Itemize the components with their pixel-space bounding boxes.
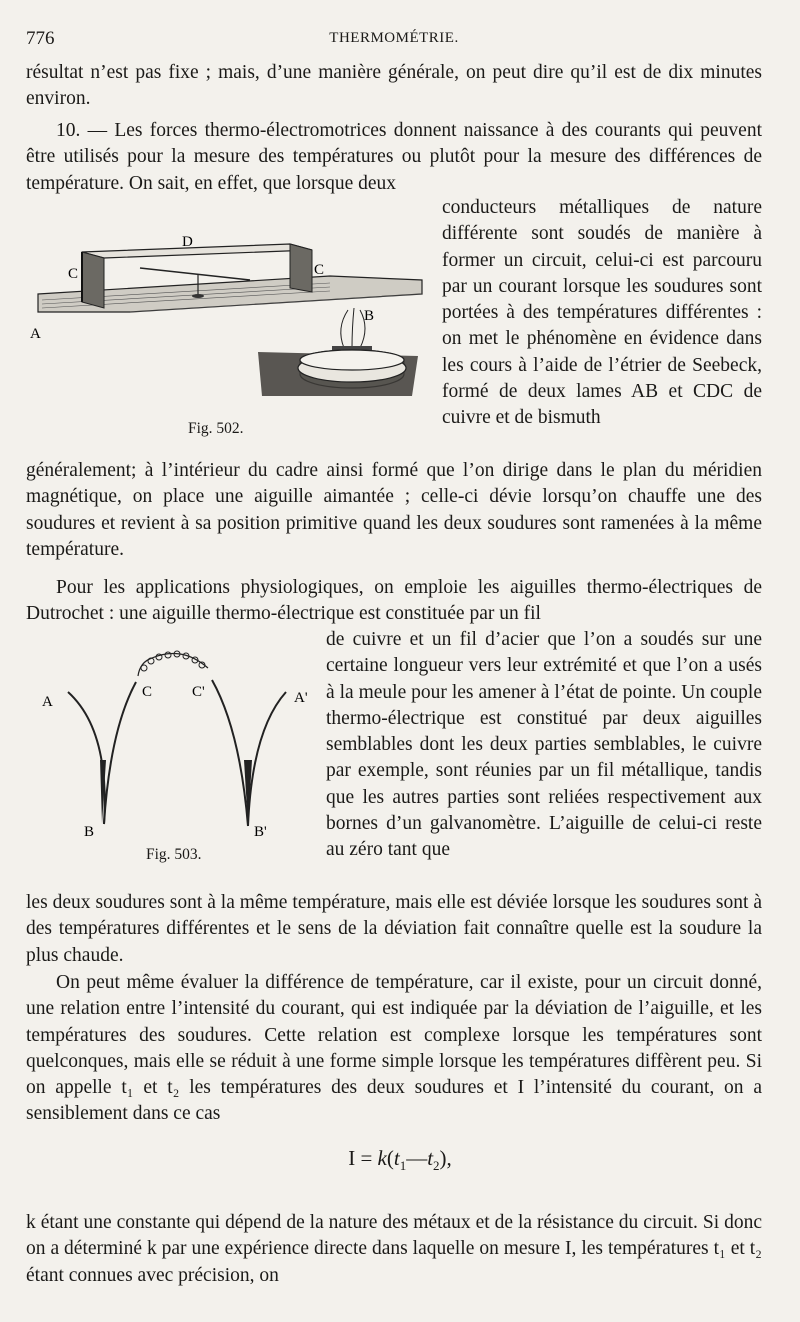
- equation: [0, 1146, 800, 1174]
- eq-t1: t: [393, 1146, 400, 1170]
- page-header: [26, 28, 762, 54]
- eq-k: k: [377, 1146, 387, 1170]
- fig-502-label-D: D: [182, 234, 193, 250]
- eq-open: (: [386, 1146, 394, 1170]
- eq-equals: =: [360, 1146, 373, 1170]
- fig-503-label-A: A: [42, 694, 53, 710]
- fig-503-caption: Fig. 503.: [146, 846, 202, 863]
- fig-503-label-B: B: [84, 824, 95, 840]
- eq-close: ),: [439, 1146, 452, 1170]
- text-block-4: généralement; à l’intérieur du cadre ainsi formé que l’on dirige dans le plan du méridien magnétique, on place une aiguille aimantée ; celle-ci dévie lorsqu’on chauffe une des soudures et revient à sa position primitive quand les deux soudures sont ramenées à la même température.: [26, 460, 762, 560]
- fig-502-caption: Fig. 502.: [188, 420, 244, 437]
- fig-503-thermo-needles: [40, 640, 320, 840]
- page-number: 776: [26, 28, 55, 49]
- running-title: THERMOMÉTRIE.: [329, 30, 459, 46]
- fig-503-label-C-prime: C': [192, 684, 205, 700]
- paragraph-10-wrap: [442, 195, 762, 432]
- fig-502-label-A: A: [30, 326, 41, 342]
- paragraph-10-end: [26, 458, 762, 563]
- paragraph-dutrochet-end: [26, 890, 762, 969]
- eq-t2: t: [427, 1146, 434, 1170]
- eq-minus: —: [406, 1146, 428, 1170]
- fig-503-label-A-prime: A': [294, 690, 308, 706]
- text-block-7: les deux soudures sont à la même température, mais elle est déviée lorsque les soudures sont à des températures différentes et le sens de la déviation fait connaître quelle est la soudure la plus chaude.: [26, 892, 762, 966]
- fig-502-seebeck-stirrup: [30, 228, 432, 410]
- text-block-2: 10. — Les forces thermo-électromotrices donnent naissance à des courants qui peuvent être utilisés pour la mesure des températures ou plutôt pour la mesure des différences de température. On sait, en effet, que lorsque deux: [26, 120, 762, 194]
- fig-502-label-B: B: [364, 308, 375, 324]
- eq-sub1: 1: [399, 1158, 407, 1174]
- fig-503-label-C: C: [142, 684, 153, 700]
- text-block-3: conducteurs métalliques de nature différente sont soudés de manière à former un circuit, celui-ci est parcouru par un courant lorsque les soudures sont portées à des températures différentes : on met le phénomène en évidence dans les cours à l’aide de l’étrier de Seebeck, formé de deux lames AB et CDC de cuivre et de bismuth: [442, 197, 762, 429]
- fig-503-label-B-prime: B': [254, 824, 267, 840]
- paragraph-10-start: [26, 118, 762, 197]
- paragraph-dutrochet-start: [26, 575, 762, 628]
- paragraph-dutrochet-wrap: [326, 627, 762, 864]
- eq-sub2: 2: [433, 1158, 440, 1174]
- eq-lhs: I: [348, 1146, 356, 1170]
- text-block-5: Pour les applications physiologiques, on emploie les aiguilles thermo-électriques de Dutrochet : une aiguille thermo-électrique est constituée par un fil: [26, 577, 762, 625]
- text-block-8: On peut même évaluer la différence de température, car il existe, pour un circuit donné, une relation entre l’intensité du courant, qui est indiquée par la déviation de l’aiguille, et les températures des soudures. Cette relation est complexe lorsque les températures sont quelconques, mais elle se réduit à une forme simple lorsque les températures diffèrent peu. Si on appelle t₁ et t₂ les températures des deux soudures et I l’intensité du courant, on a sensiblement dans ce cas: [26, 972, 762, 1125]
- paragraph-continuation: [26, 60, 762, 113]
- text-block-1: résultat n’est pas fixe ; mais, d’une manière générale, on peut dire qu’il est de dix minutes environ.: [26, 62, 762, 110]
- text-block-9: k étant une constante qui dépend de la nature des métaux et de la résistance du circuit. Si donc on a déterminé k par une expérience directe dans laquelle on mesure I, les températures t₁ et t₂ étant connues avec précision, on: [26, 1212, 762, 1286]
- fig-502-label-C-left: C: [68, 266, 79, 282]
- fig-502-label-C-right: C: [314, 262, 325, 278]
- paragraph-constant: [26, 1210, 762, 1289]
- text-block-6: de cuivre et un fil d’acier que l’on a soudés sur une certaine longueur vers leur extrémité et que l’on a usés à la meule pour les amener à l’état de pointe. Un couple thermo-électrique est constitué par deux aiguilles semblables dont les deux parties semblables, le cuivre par exemple, sont réunies par un fil métallique, tandis que les autres parties sont reliées respectivement aux bornes d’un galvanomètre. L’aiguille de celui-ci reste au zéro tant que: [326, 629, 762, 861]
- paragraph-evaluation: [26, 970, 762, 1128]
